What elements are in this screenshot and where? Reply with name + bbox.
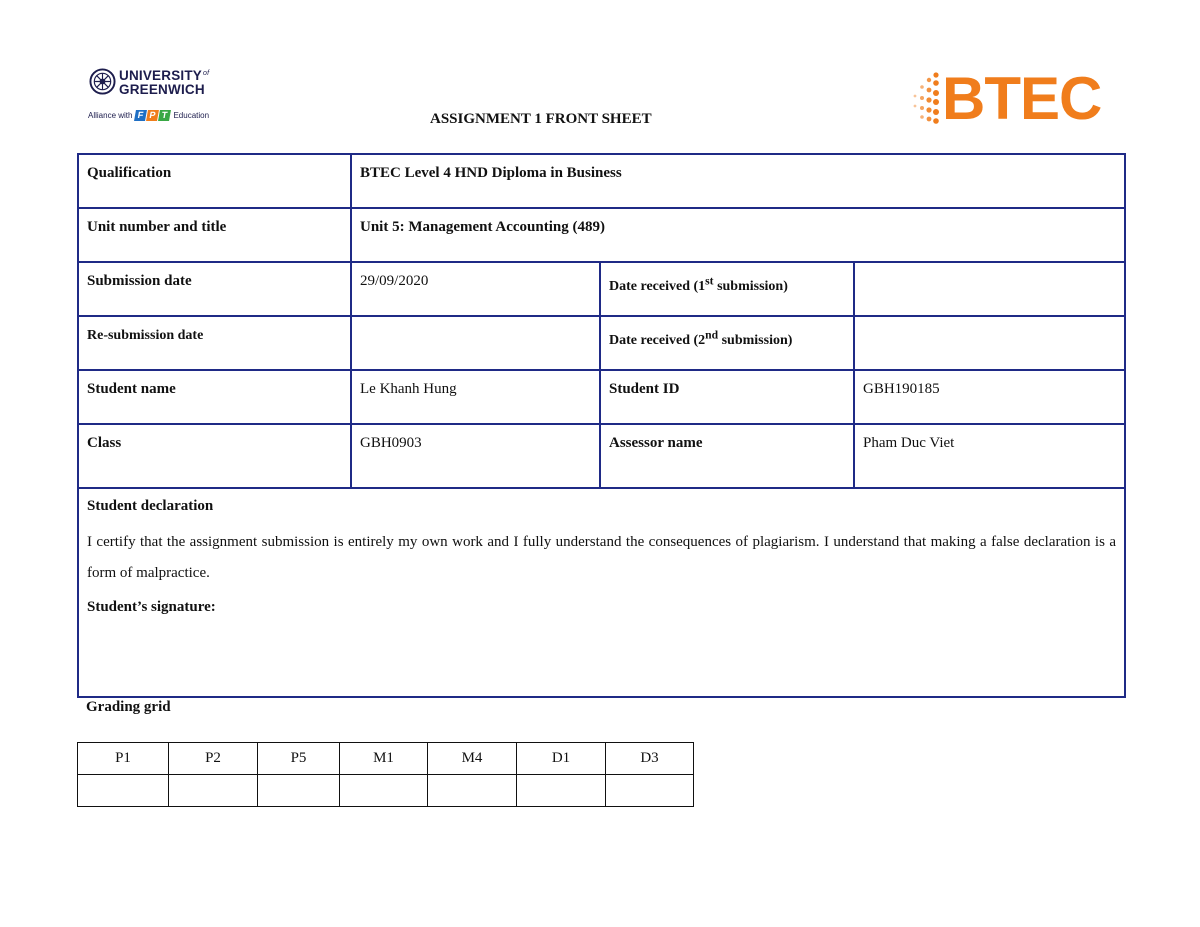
qualification-row: [78, 154, 1125, 208]
grade-header-cell: P2: [169, 743, 258, 775]
declaration-text: I certify that the assignment submission is entirely my own work and I fully understand the consequences of plagiarism. I understand that making a false declaration is a form of malpractice.: [87, 534, 1117, 581]
class-row: [78, 424, 1125, 488]
student-id-label: Student ID: [600, 370, 854, 424]
grade-value-cell: [169, 775, 258, 807]
btec-dots-icon: [906, 70, 946, 132]
class-value: GBH0903: [351, 424, 600, 488]
declaration-cell: [78, 488, 1125, 697]
grade-header-cell: P5: [258, 743, 340, 775]
grade-value-cell: [517, 775, 606, 807]
resubmission-date-value: [351, 316, 600, 370]
unit-value: Unit 5: Management Accounting (489): [351, 208, 1125, 262]
resubmission-row: [78, 316, 1125, 370]
grade-value-cell: [340, 775, 428, 807]
grade-header-cell: P1: [78, 743, 169, 775]
grade-header-cell: M4: [428, 743, 517, 775]
grade-value-cell: [258, 775, 340, 807]
student-id-value: GBH190185: [854, 370, 1125, 424]
grade-value-cell: [428, 775, 517, 807]
fpt-logo: F P T: [135, 110, 170, 121]
date-received-second-value: [854, 316, 1125, 370]
grade-header-cell: D1: [517, 743, 606, 775]
front-sheet-table: [77, 153, 1126, 698]
university-crest-icon: [89, 68, 116, 95]
student-row: [78, 370, 1125, 424]
student-name-value: Le Khanh Hung: [351, 370, 600, 424]
grade-header-cell: D3: [606, 743, 694, 775]
declaration-title: Student declaration: [87, 498, 214, 514]
declaration-row: [78, 488, 1125, 697]
class-label: Class: [78, 424, 351, 488]
resubmission-date-label: Re-submission date: [78, 316, 351, 370]
submission-row: [78, 262, 1125, 316]
fpt-alliance-strip: Alliance with F P T Education: [88, 110, 210, 120]
btec-wordmark: BTEC: [942, 65, 1102, 132]
date-received-second-label: Date received (2nd submission): [600, 316, 854, 370]
university-name: $UNIVERSITY^{of}$ GREENWICH: [119, 68, 210, 97]
grading-grid-table: [77, 742, 694, 807]
assessor-name-label: Assessor name: [600, 424, 854, 488]
assessor-name-value: Pham Duc Viet: [854, 424, 1125, 488]
unit-label: Unit number and title: [78, 208, 351, 262]
signature-label: Student’s signature:: [87, 599, 216, 615]
unit-row: [78, 208, 1125, 262]
page-title: ASSIGNMENT 1 FRONT SHEET: [430, 111, 652, 127]
qualification-label: Qualification: [78, 154, 351, 208]
submission-date-value: 29/09/2020: [351, 262, 600, 316]
btec-logo: [906, 65, 1102, 132]
grading-grid-label: Grading grid: [86, 699, 171, 715]
date-received-first-value: [854, 262, 1125, 316]
grade-value-cell: [78, 775, 169, 807]
grade-value-cell: [606, 775, 694, 807]
student-name-label: Student name: [78, 370, 351, 424]
submission-date-label: Submission date: [78, 262, 351, 316]
date-received-first-label: Date received (1st submission): [600, 262, 854, 316]
grade-header-cell: M1: [340, 743, 428, 775]
university-of-greenwich-logo: [88, 66, 228, 128]
grading-grid-value-row: [78, 775, 694, 807]
grading-grid-header-row: [78, 743, 694, 775]
qualification-value: BTEC Level 4 HND Diploma in Business: [351, 154, 1125, 208]
